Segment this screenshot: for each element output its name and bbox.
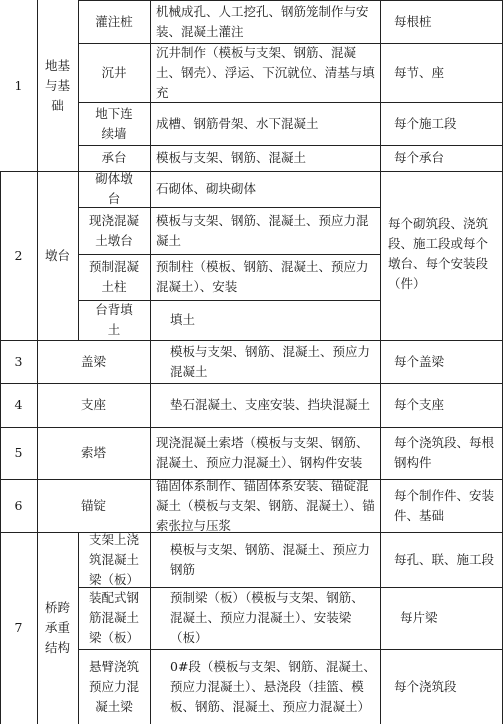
work-content: 预制梁（板）（模板与支架、钢筋、混凝土、预应力混凝土）、安装梁（板） — [170, 590, 364, 645]
sub-item-name: 预制混凝土柱 — [88, 259, 139, 294]
group-name: 地基与基础 — [44, 57, 70, 113]
work-content: 模板与支架、钢筋、混凝土 — [156, 150, 307, 165]
inspection-unit: 每个承台 — [394, 150, 445, 165]
item-name: 盖梁 — [80, 353, 106, 369]
inspection-unit: 每个制作件、安装件、基础 — [394, 487, 495, 523]
item-name: 索塔 — [80, 445, 106, 460]
work-content: 0#段（模板与支架、钢筋、混凝土、预应力混凝土）、悬浇段（挂篮、模板、钢筋、混凝土、预应力混凝土） — [170, 658, 376, 714]
work-content: 垫石混凝土、支座安装、挡块混凝土 — [170, 397, 371, 412]
inspection-unit: 每个施工段 — [394, 115, 457, 131]
inspection-unit: 每个支座 — [394, 397, 445, 412]
work-content: 现浇混凝土索塔（模板与支架、钢筋、混凝土、预应力混凝土）、钢构件安装 — [156, 435, 369, 470]
row-number: 2 — [14, 247, 23, 263]
row-number: 1 — [14, 77, 23, 93]
sub-item-name: 承台 — [101, 150, 127, 165]
row-number: 7 — [14, 620, 23, 635]
inspection-unit: 每孔、联、施工段 — [394, 551, 495, 567]
work-content: 锚固体系制作、锚固体系安装、锚碇混凝土（模板与支架、钢筋、混凝土）、锚索张拉与压浆 — [156, 477, 375, 533]
row-number: 6 — [14, 497, 23, 513]
work-content: 填土 — [170, 312, 196, 327]
inspection-unit: 每个浇筑段、每根钢构件 — [394, 435, 495, 470]
work-content: 沉井制作（模板与支架、钢筋、混凝土、钢壳）、浮运、下沉就位、清基与填充 — [156, 44, 375, 100]
group-name: 桥跨承重结构 — [44, 600, 70, 655]
group-name: 墩台 — [44, 247, 70, 263]
sub-item-name: 灌注桩 — [95, 13, 133, 29]
sub-item-name: 地下连续墙 — [95, 105, 133, 141]
work-content: 石砌体、砌块砌体 — [156, 181, 257, 196]
sub-item-name: 支架上浇筑混凝土梁（板） — [88, 531, 139, 587]
sub-item-name: 现浇混凝土墩台 — [88, 212, 139, 248]
sub-item-name: 沉井 — [101, 64, 127, 80]
work-content: 模板与支架、钢筋、混凝土、预应力钢筋 — [170, 541, 371, 577]
item-name: 支座 — [80, 397, 106, 412]
sub-item-name: 砌体墩台 — [95, 171, 133, 206]
sub-item-name: 台背填土 — [95, 302, 133, 337]
work-content: 模板与支架、钢筋、混凝土、预应力混凝土 — [156, 212, 369, 248]
work-content: 机械成孔、人工挖孔、钢筋笼制作与安装、混凝土灌注 — [156, 3, 369, 39]
inspection-unit: 每个砌筑段、浇筑段、施工段或每个墩台、每个安装段（件） — [388, 215, 489, 291]
item-name: 锚锭 — [80, 497, 106, 513]
inspection-unit: 每根桩 — [394, 13, 432, 29]
row-number: 5 — [14, 445, 23, 460]
sub-item-name: 装配式钢筋混凝土梁（板） — [88, 590, 139, 645]
work-content: 成槽、钢筋骨架、水下混凝土 — [156, 115, 319, 131]
work-content: 预制柱（模板、钢筋、混凝土、预应力混凝土）、安装 — [156, 259, 369, 294]
inspection-unit: 每节、座 — [394, 64, 445, 80]
work-content: 模板与支架、钢筋、混凝土、预应力混凝土 — [170, 343, 371, 379]
row-number: 3 — [14, 353, 23, 369]
row-number: 4 — [14, 397, 23, 412]
inspection-unit: 每个盖梁 — [394, 353, 445, 369]
sub-item-name: 悬臂浇筑预应力混凝土梁 — [88, 658, 139, 714]
inspection-unit: 每片梁 — [400, 610, 438, 625]
inspection-unit: 每个浇筑段 — [394, 678, 457, 694]
